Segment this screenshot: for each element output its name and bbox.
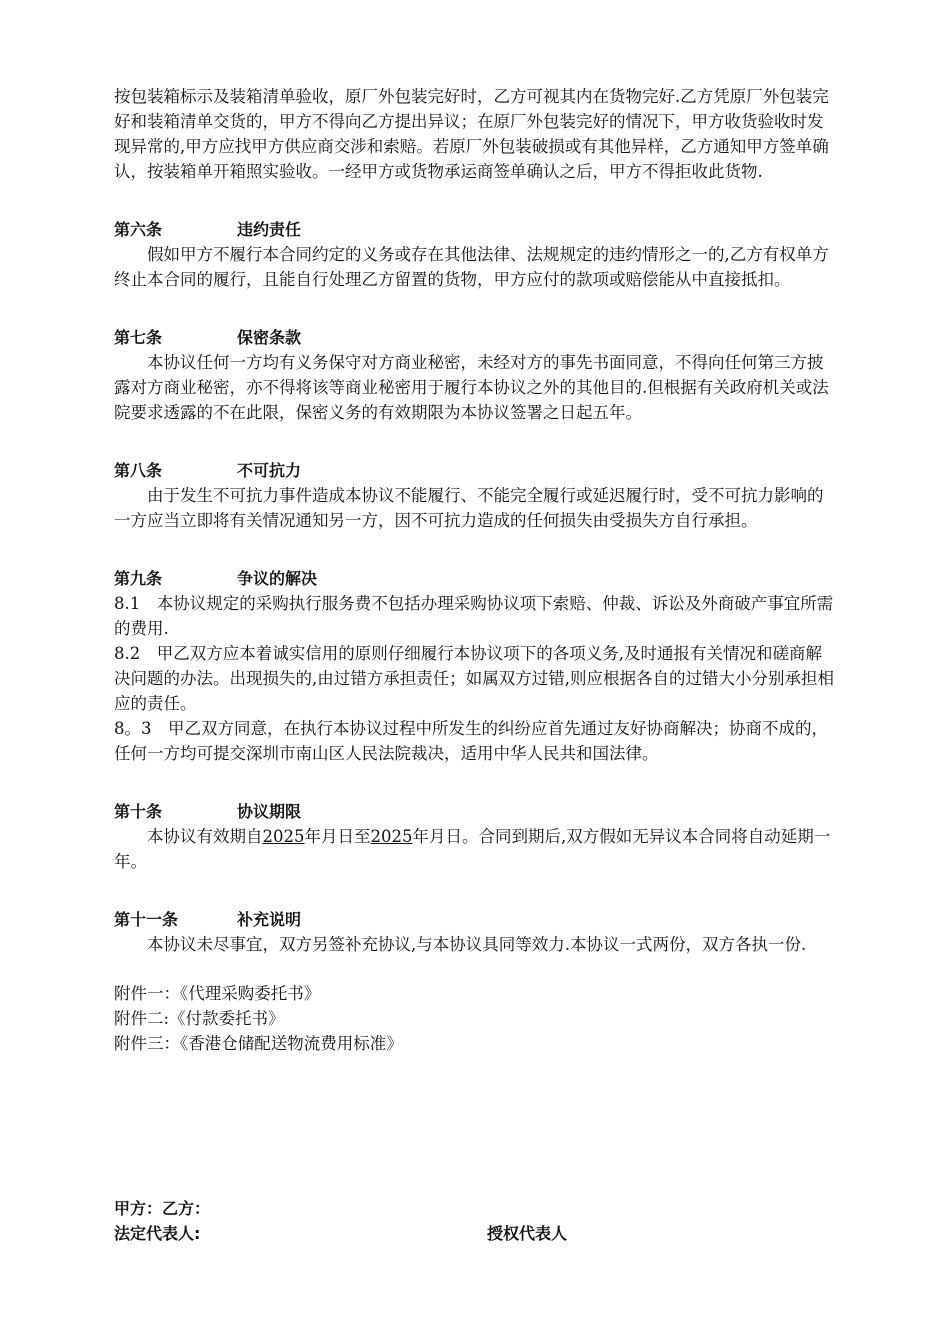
article-11 bbox=[114, 907, 834, 957]
term-text-start: 本协议有效期自 bbox=[147, 827, 263, 846]
article-heading bbox=[114, 566, 834, 591]
article-title: 保密条款 bbox=[237, 328, 302, 347]
article-title: 违约责任 bbox=[237, 220, 302, 239]
article-number: 第九条 bbox=[114, 569, 163, 588]
contract-page bbox=[114, 84, 834, 1056]
article-heading bbox=[114, 907, 834, 932]
attachment-item: 附件二:《付款委托书》 bbox=[114, 1009, 285, 1028]
article-heading bbox=[114, 799, 834, 824]
article-number: 第七条 bbox=[114, 328, 163, 347]
article-8 bbox=[114, 458, 834, 533]
authorized-representative-label: 授权代表人 bbox=[487, 1224, 568, 1243]
representatives-row bbox=[114, 1221, 834, 1246]
term-text-middle: 年月日至 bbox=[304, 827, 371, 846]
signature-block bbox=[114, 1196, 834, 1246]
article-7 bbox=[114, 325, 834, 425]
article-title: 不可抗力 bbox=[237, 461, 302, 480]
article-title: 补充说明 bbox=[237, 910, 302, 929]
article-body: 本协议未尽事宜，双方另签补充协议,与本协议具同等效力.本协议一式两份，双方各执一份. bbox=[147, 935, 807, 954]
term-text-end: 年月日。合同到期后,双方假如无异议本合同将自动延期一年。 bbox=[114, 827, 831, 871]
attachment-item: 附件一：《代理采购委托书》 bbox=[114, 984, 321, 1003]
article-heading bbox=[114, 458, 834, 483]
article-number: 第六条 bbox=[114, 220, 163, 239]
start-year: 2025 bbox=[262, 827, 305, 846]
article-heading bbox=[114, 217, 834, 242]
article-number: 第八条 bbox=[114, 461, 163, 480]
article-body: 由于发生不可抗力事件造成本协议不能履行、不能完全履行或延迟履行时，受不可抗力影响的一方应当立即将有关情况通知另一方，因不可抗力造成的任何损失由受损失方自行承担。 bbox=[114, 486, 824, 530]
parties-line: 甲方：乙方： bbox=[114, 1199, 211, 1218]
article-title: 协议期限 bbox=[237, 802, 302, 821]
attachments-list bbox=[114, 981, 834, 1056]
intro-paragraph: 按包装箱标示及装箱清单验收，原厂外包装完好时，乙方可视其内在货物完好.乙方凭原厂外包装完好和装箱清单交货的，甲方不得向乙方提出异议；在原厂外包装完好的情况下，甲方收货验收时发现异常的,甲方应找甲方供应商交涉和索赔。若原厂外包装破损或有其他异样，乙方通知甲方签单确认，按装箱单开箱照实验收。一经甲方或货物承运商签单确认之后，甲方不得拒收此货物. bbox=[114, 87, 829, 181]
end-year: 2025 bbox=[370, 827, 413, 846]
article-9 bbox=[114, 566, 834, 766]
article-6 bbox=[114, 217, 834, 292]
article-body bbox=[114, 824, 834, 874]
clause-8-3: 8。3 甲乙双方同意，在执行本协议过程中所发生的纠纷应首先通过友好协商解决；协商不成的，任何一方均可提交深圳市南山区人民法院裁决，适用中华人民共和国法律。 bbox=[114, 719, 828, 763]
attachment-item: 附件三：《香港仓储配送物流费用标准》 bbox=[114, 1034, 403, 1053]
clause-8-1: 8.1 本协议规定的采购执行服务费不包括办理采购协议项下索赔、仲裁、诉讼及外商破产事宜所需的费用. bbox=[114, 594, 834, 638]
article-heading bbox=[114, 325, 834, 350]
legal-representative-label: 法定代表人: bbox=[114, 1224, 201, 1243]
article-10 bbox=[114, 799, 834, 874]
article-title: 争议的解决 bbox=[237, 569, 318, 588]
clause-8-2: 8.2 甲乙双方应本着诚实信用的原则仔细履行本协议项下的各项义务,及时通报有关情况和磋商解决问题的办法。出现损失的,由过错方承担责任；如属双方过错,则应根据各自的过错大小分别承担相应的责任。 bbox=[114, 644, 834, 713]
article-number: 第十条 bbox=[114, 802, 163, 821]
article-body: 本协议任何一方均有义务保守对方商业秘密，未经对方的事先书面同意，不得向任何第三方披露对方商业秘密，亦不得将该等商业秘密用于履行本协议之外的其他目的.但根据有关政府机关或法院要求透露的不在此限，保密义务的有效期限为本协议签署之日起五年。 bbox=[114, 353, 829, 422]
article-body: 假如甲方不履行本合同约定的义务或存在其他法律、法规规定的违约情形之一的,乙方有权单方终止本合同的履行，且能自行处理乙方留置的货物，甲方应付的款项或赔偿能从中直接抵扣。 bbox=[114, 245, 829, 289]
article-number: 第十一条 bbox=[114, 910, 179, 929]
